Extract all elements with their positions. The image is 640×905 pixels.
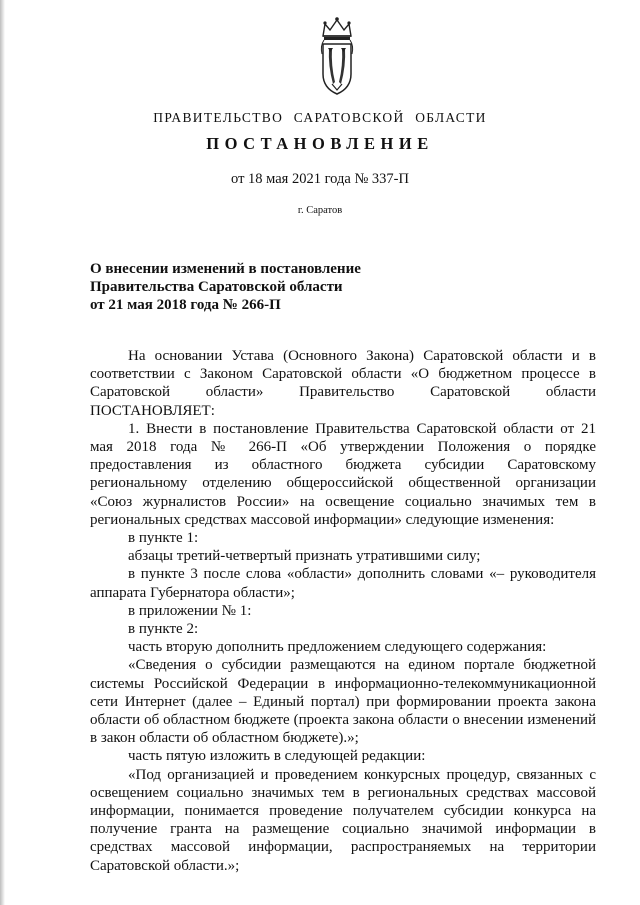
government-title: ПРАВИТЕЛЬСТВО САРАТОВСКОЙ ОБЛАСТИ: [153, 110, 487, 125]
body-paragraph: «Сведения о субсидии размещаются на едином портале бюджетной системы Российской Федерации в информационно-телекоммуникационной сети Интернет (далее – Единый портал) при формировании проекта закона области об областном бюджете (проекта закона области о внесении изменений в закон области об областном бюджете).»;: [90, 657, 596, 747]
document-city: г. Саратов: [297, 205, 343, 216]
body-paragraph: в пункте 3 после слова «области» дополнить словами «– руководителя аппарата Губернатора области»;: [90, 566, 596, 601]
body-paragraph: в пункте 2:: [128, 621, 199, 638]
subject-line: О внесении изменений в постановление: [90, 261, 361, 277]
document-date-number: от 18 мая 2021 года № 337-П: [231, 171, 409, 187]
saratov-coat-of-arms-icon: [316, 14, 358, 98]
subject-line: от 21 мая 2018 года № 266-П: [90, 297, 281, 314]
body-paragraph: часть вторую дополнить предложением следующего содержания:: [128, 639, 547, 656]
body-paragraph: в приложении № 1:: [128, 602, 252, 619]
body-paragraph: абзацы третий-четвертый признать утратившими силу;: [128, 548, 481, 565]
body-paragraph: в пункте 1:: [128, 530, 199, 547]
document-body: [90, 347, 596, 875]
body-paragraph: 1. Внести в постановление Правительства Саратовской области от 21 мая 2018 года № 266-П «Об утверждении Положения о порядке предоставления из областного бюджета субсидии Саратовскому региональному отделению общероссийской общественной организации «Союз журналистов России» на освещение социально значимых тем в региональных средствах массовой информации» следующие изменения:: [90, 420, 596, 528]
body-paragraph: «Под организацией и проведением конкурсных процедур, связанных с освещением социально значимых тем в региональных средствах массовой информации, понимается проведение получателем субсидии конкурса на получение гранта на размещение социально значимой информации в средствах массовой информации, распространяемых на территории Саратовской области.»;: [90, 766, 596, 874]
body-paragraph: На основании Устава (Основного Закона) Саратовской области и в соответствии с Законом Саратовской области «О бюджетном процессе в Саратовской области» Правительство Саратовской области ПОСТАНОВЛЯЕТ:: [90, 348, 596, 419]
document-subject: [90, 260, 390, 315]
body-paragraph: часть пятую изложить в следующей редакции:: [128, 748, 426, 765]
subject-line: Правительства Саратовской области: [90, 279, 343, 296]
document-type: ПОСТАНОВЛЕНИЕ: [206, 134, 434, 153]
